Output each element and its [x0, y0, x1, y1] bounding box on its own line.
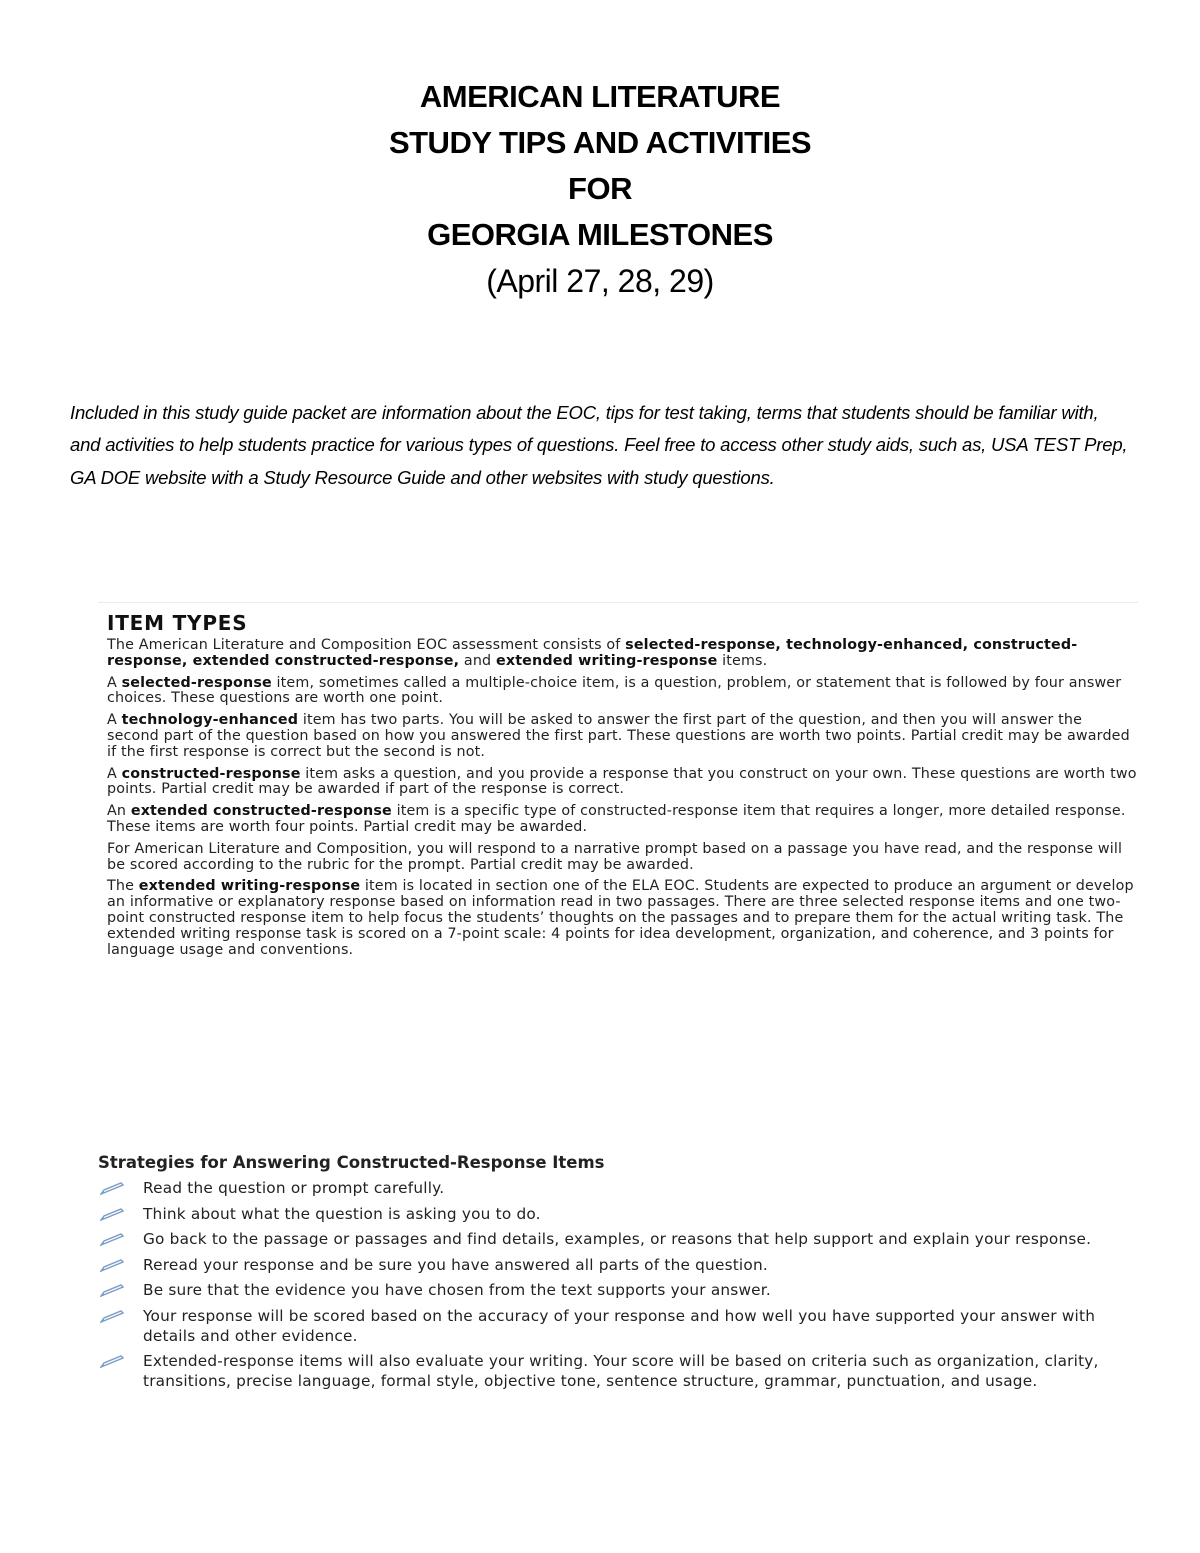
- pencil-icon: [100, 1232, 124, 1246]
- pencil-icon: [100, 1283, 124, 1297]
- title-line-2: STUDY TIPS AND ACTIVITIES: [388, 125, 812, 160]
- strategy-item: Read the question or prompt carefully.: [98, 1178, 1138, 1198]
- selected-response-paragraph: A selected-response item, sometimes called a multiple-choice item, is a question, problem, or statement that is followed by four answer choices. These questions are worth one point.: [107, 674, 1122, 707]
- extended-writing-response-paragraph: The extended writing-response item is located in section one of the ELA EOC. Students are expected to produce an argument or develop an informative or explanatory response based on information read in two passages. There are three selected response items and one two-point constructed response item to help focus the students’ thoughts on the passages and to prepare them for the actual writing task. The extended writing response task is scored on a 7-point scale: 4 points for idea development, organization, and coherence, and 3 points for language usage and conventions.: [107, 878, 1134, 958]
- constructed-response-paragraph: A constructed-response item asks a question, and you provide a response that you construct on your own. These questions are worth two points. Partial credit may be awarded if part of the response is correct.: [107, 765, 1137, 798]
- strategy-list: [98, 1178, 1138, 1391]
- strategies-heading: Strategies for Answering Constructed-Response Items: [98, 1153, 605, 1172]
- technology-enhanced-paragraph: A technology-enhanced item has two parts. You will be asked to answer the first part of the question, and then you will answer the second part of the question based on how you answered the first part. These questions are worth two points. Partial credit may be awarded if the first response is correct but the second is not.: [107, 712, 1130, 760]
- title-line-4: GEORGIA MILESTONES: [427, 217, 773, 252]
- item-types-heading: ITEM TYPES: [107, 611, 248, 635]
- intro-paragraph: Included in this study guide packet are information about the EOC, tips for test taking, terms that students should be familiar with, and activities to help students practice for various types of questions. Feel free to access other study aids, such as, USA TEST Prep, GA DOE website with a Study Resource Guide and other websites with study questions.: [70, 401, 1128, 488]
- strategy-item: Be sure that the evidence you have chosen from the text supports your answer.: [98, 1280, 1138, 1300]
- title-line-1: AMERICAN LITERATURE: [419, 79, 781, 114]
- strategy-item: Reread your response and be sure you have answered all parts of the question.: [98, 1255, 1138, 1275]
- document-title: [0, 74, 1200, 304]
- pencil-icon: [100, 1258, 124, 1272]
- strategy-item: Think about what the question is asking you to do.: [98, 1204, 1138, 1224]
- pencil-icon: [100, 1181, 124, 1195]
- pencil-icon: [100, 1309, 124, 1323]
- strategy-item: Extended-response items will also evaluate your writing. Your score will be based on criteria such as organization, clarity, transitions, precise language, formal style, objective tone, sentence structure, grammar, punctuation, and usage.: [98, 1351, 1138, 1391]
- pencil-icon: [100, 1354, 124, 1368]
- strategies-section: [98, 1153, 1138, 1397]
- strategy-item: Go back to the passage or passages and find details, examples, or reasons that help support and explain your response.: [98, 1229, 1138, 1249]
- item-types-section: [98, 602, 1138, 964]
- pencil-icon: [100, 1207, 124, 1221]
- title-line-3: FOR: [568, 171, 632, 206]
- item-types-paragraph: The American Literature and Composition EOC assessment consists of selected-response, technology-enhanced, constructed-response, extended constructed-response, and extended writing-response items.: [107, 637, 1078, 669]
- strategy-item: Your response will be scored based on the accuracy of your response and how well you have supported your answer with details and other evidence.: [98, 1306, 1138, 1346]
- extended-constructed-response-paragraph: An extended constructed-response item is a specific type of constructed-response item that requires a longer, more detailed response. These items are worth four points. Partial credit may be awarded.: [107, 803, 1126, 835]
- narrative-prompt-paragraph: For American Literature and Composition, you will respond to a narrative prompt based on a passage you have read, and the response will be scored according to the rubric for the prompt. Partial credit may be awarded.: [107, 840, 1123, 873]
- title-date: (April 27, 28, 29): [486, 263, 714, 299]
